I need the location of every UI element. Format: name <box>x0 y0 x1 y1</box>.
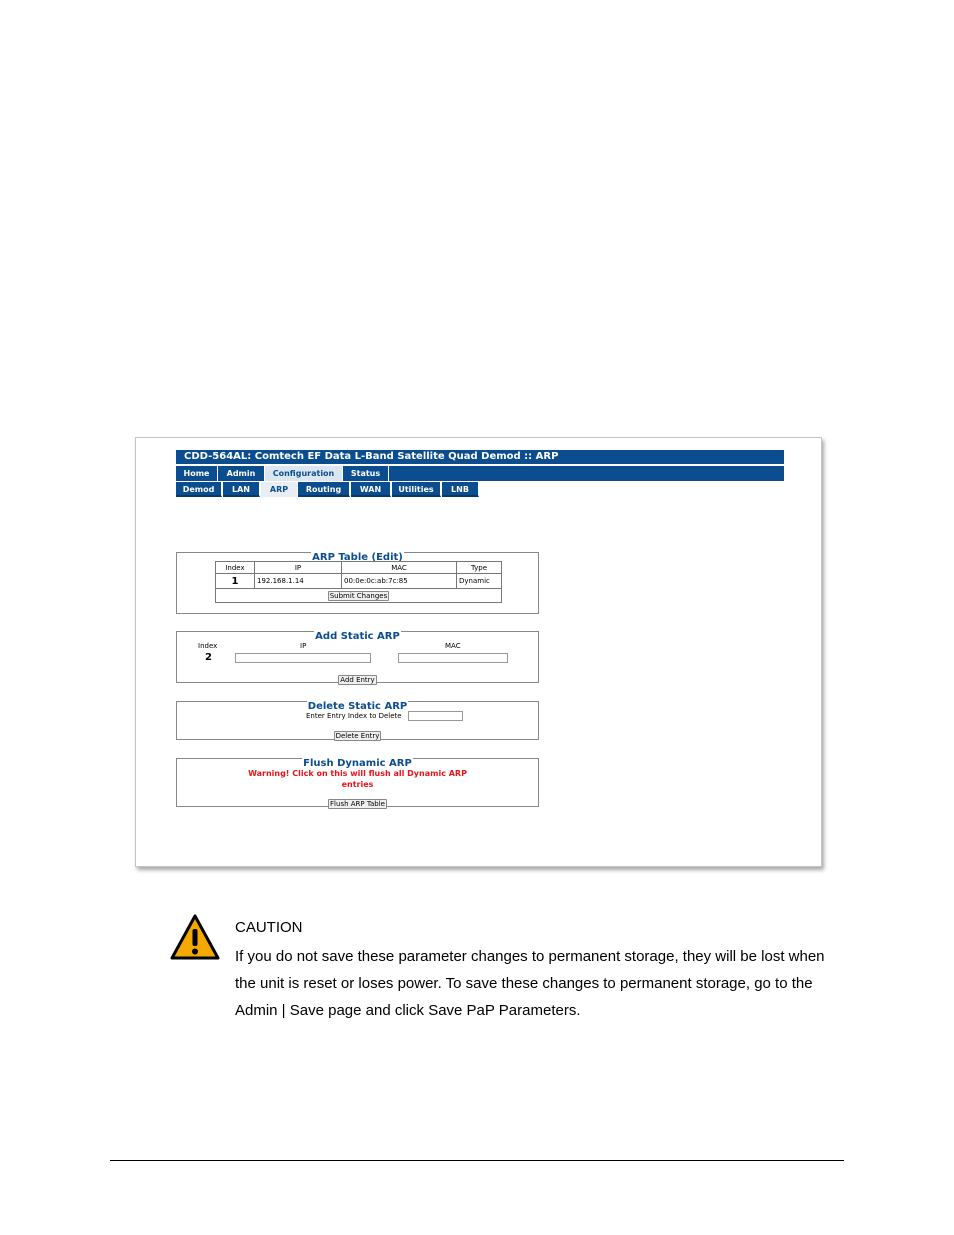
caution-text-2: page and click <box>323 1002 429 1019</box>
tab-status[interactable]: Status <box>343 466 389 481</box>
col-ip: IP <box>255 562 342 574</box>
col-index: Index <box>216 562 255 574</box>
flush-warning <box>177 768 538 790</box>
flush-arp-table-button[interactable]: Flush ARP Table <box>330 800 385 808</box>
subtab-lnb[interactable]: LNB <box>442 482 479 497</box>
subtab-arp[interactable]: ARP <box>261 482 298 497</box>
caution-bold-admin-save: Admin | Save <box>235 1002 324 1019</box>
flush-dynamic-legend: Flush Dynamic ARP <box>303 758 412 769</box>
subtab-routing[interactable]: Routing <box>298 482 350 497</box>
row-index: 1 <box>216 574 255 589</box>
footer-divider <box>110 1160 844 1161</box>
caution-text <box>235 943 835 1024</box>
delete-static-legend: Delete Static ARP <box>307 701 408 712</box>
table-row <box>216 574 502 589</box>
index-label: Index <box>198 642 218 650</box>
subtab-utilities[interactable]: Utilities <box>392 482 441 497</box>
arp-table-actions <box>216 589 502 603</box>
flush-warning-line1: Warning! Click on this will flush all Dynamic ARP <box>248 769 467 778</box>
add-entry-button[interactable]: Add Entry <box>340 676 375 684</box>
submit-changes-button[interactable]: Submit Changes <box>329 591 388 600</box>
ip-input[interactable] <box>235 653 371 663</box>
flush-warning-line2: entries <box>341 780 374 789</box>
subtab-demod[interactable]: Demod <box>176 482 222 497</box>
main-nav <box>176 466 784 481</box>
sub-nav <box>176 482 784 497</box>
delete-entry-button[interactable]: Delete Entry <box>335 732 380 740</box>
arp-table <box>215 561 502 603</box>
tab-home[interactable]: Home <box>176 466 218 481</box>
add-static-legend: Add Static ARP <box>315 631 400 642</box>
caution-title: CAUTION <box>235 919 303 936</box>
subtab-lan[interactable]: LAN <box>223 482 260 497</box>
window-title: CDD-564AL: Comtech EF Data L-Band Satellite Quad Demod :: ARP <box>176 450 784 464</box>
mac-input[interactable] <box>398 653 508 663</box>
caution-bold-save-pap: Save PaP Parameters <box>428 1002 577 1019</box>
caution-text-3: . <box>576 1002 581 1019</box>
caution-text-1: If you do not save these parameter changes to permanent storage, they will be lost when the unit is reset or loses power. To save these changes to permanent storage, go to the <box>235 948 825 992</box>
row-ip: 192.168.1.14 <box>255 574 342 589</box>
delete-static-arp-panel <box>176 701 539 740</box>
arp-table-header <box>216 562 502 574</box>
arp-table-legend: ARP Table (Edit) <box>312 552 403 563</box>
mac-label: MAC <box>445 642 461 650</box>
col-mac: MAC <box>342 562 457 574</box>
delete-index-prompt: Enter Entry Index to Delete <box>306 712 402 720</box>
delete-index-input[interactable] <box>408 711 463 721</box>
row-type: Dynamic <box>457 574 502 589</box>
next-index-value: 2 <box>205 652 212 663</box>
col-type: Type <box>457 562 502 574</box>
add-static-arp-panel <box>176 631 539 683</box>
tab-admin[interactable]: Admin <box>218 466 265 481</box>
tab-configuration[interactable]: Configuration <box>265 466 343 481</box>
warning-triangle-icon <box>170 914 220 960</box>
ip-label: IP <box>300 642 307 650</box>
screenshot-frame <box>135 437 822 867</box>
subtab-wan[interactable]: WAN <box>351 482 391 497</box>
flush-dynamic-arp-panel <box>176 758 539 807</box>
arp-table-panel <box>176 552 539 614</box>
row-mac: 00:0e:0c:ab:7c:85 <box>342 574 457 589</box>
